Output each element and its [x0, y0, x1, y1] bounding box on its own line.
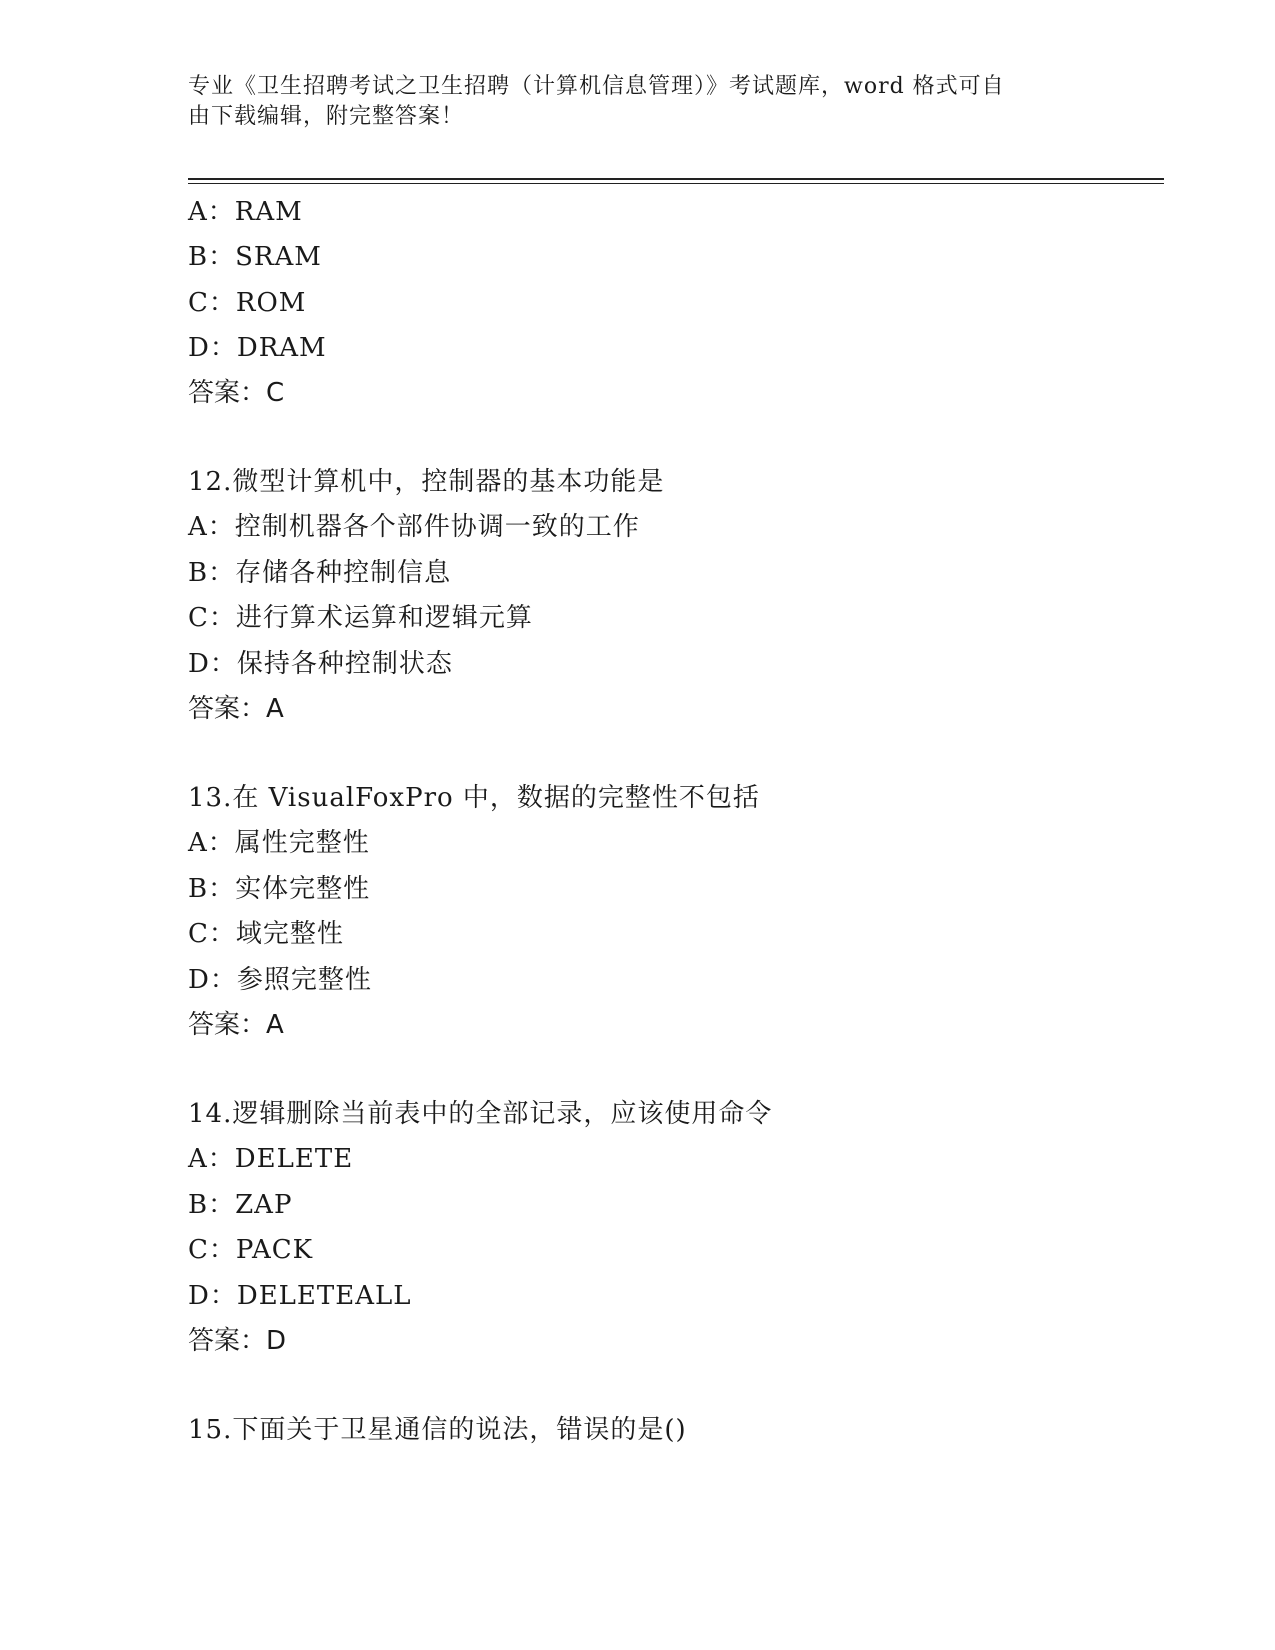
q13-option-b: B：实体完整性 [188, 874, 371, 904]
header-line-1: 专业《卫生招聘考试之卫生招聘（计算机信息管理）》考试题库，word 格式可自 [188, 74, 1005, 99]
q13-option-d: D：参照完整性 [188, 965, 372, 995]
document-header [188, 72, 1088, 132]
q14-answer: 答案：D [188, 1326, 287, 1356]
q12-option-a: A：控制机器各个部件协调一致的工作 [188, 512, 640, 542]
q14-option-b: B：ZAP [188, 1190, 293, 1220]
q12-option-d: D：保持各种控制状态 [188, 649, 453, 679]
header-divider-thin [188, 183, 1164, 184]
q11-option-a: A：RAM [188, 197, 303, 227]
q12-answer: 答案：A [188, 694, 284, 724]
header-divider-thick [188, 178, 1164, 180]
q12-question: 12.微型计算机中，控制器的基本功能是 [188, 467, 665, 497]
q13-option-c: C：域完整性 [188, 919, 344, 949]
q14-question: 14.逻辑删除当前表中的全部记录，应该使用命令 [188, 1099, 773, 1129]
q14-option-a: A：DELETE [188, 1144, 354, 1174]
q14-option-c: C：PACK [188, 1235, 314, 1265]
q12-option-c: C：进行算术运算和逻辑元算 [188, 603, 533, 633]
q11-option-b: B：SRAM [188, 242, 322, 272]
q13-question: 13.在 VisualFoxPro 中，数据的完整性不包括 [188, 783, 760, 813]
q13-option-a: A：属性完整性 [188, 828, 370, 858]
q11-option-c: C：ROM [188, 288, 307, 318]
q11-option-d: D：DRAM [188, 333, 327, 363]
q15-question: 15.下面关于卫星通信的说法，错误的是() [188, 1415, 687, 1445]
q13-answer: 答案：A [188, 1010, 284, 1040]
q12-option-b: B：存储各种控制信息 [188, 558, 452, 588]
header-line-2: 由下载编辑，附完整答案！ [188, 104, 465, 129]
q14-option-d: D：DELETEALL [188, 1281, 412, 1311]
q11-answer: 答案：C [188, 378, 285, 408]
